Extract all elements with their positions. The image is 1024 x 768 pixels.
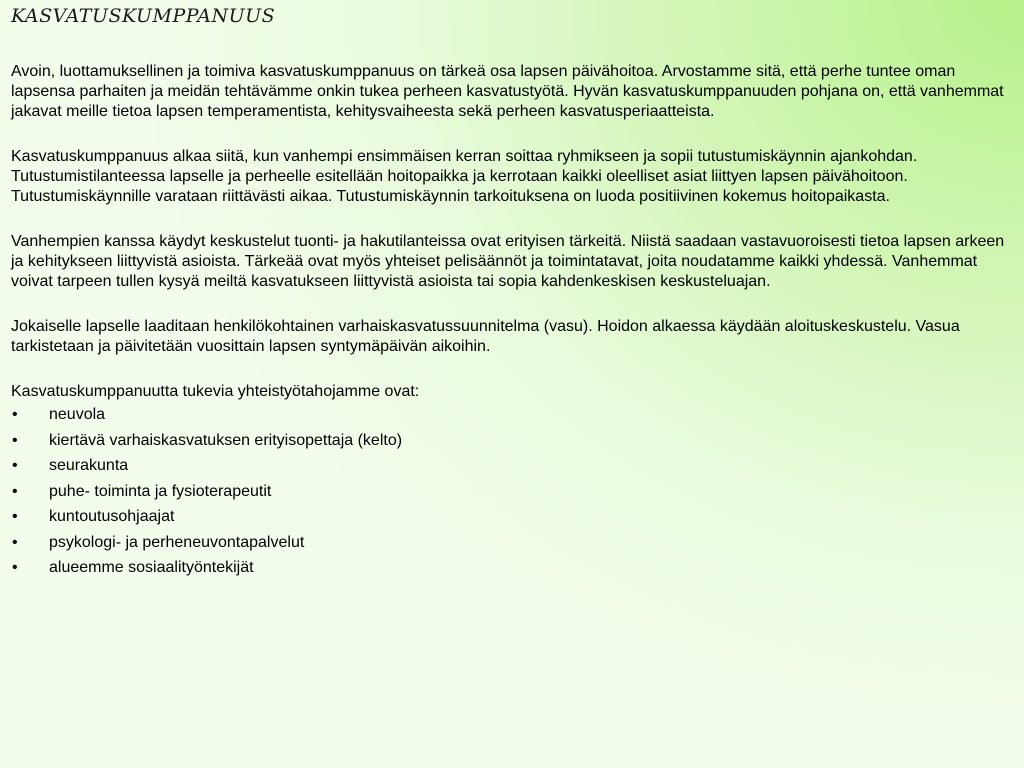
bullet-icon: • xyxy=(12,457,18,474)
paragraph-partnership: Avoin, luottamuksellinen ja toimiva kasvatuskumppanuus on tärkeä osa lapsen päivähoitoa. Arvostamme sitä, että perhe tuntee oman lapsensa parhaiten ja meidän tehtävämme onkin tukea perheen kasvatustyötä. Hyvän kasvatuskumppanuuden pohjana on, että vanhemmat jakavat meille tietoa lapsen temperamentista, kehitysvaiheesta sekä perheen kasvatusperiaatteista. xyxy=(11,63,1004,120)
list-item xyxy=(11,533,1006,559)
list-item-text: neuvola xyxy=(49,406,106,423)
list-item-text: kiertävä varhaiskasvatuksen erityisopettaja (kelto) xyxy=(49,431,403,449)
list-item xyxy=(11,405,1006,431)
list-item xyxy=(11,431,1006,457)
list-intro: Kasvatuskumppanuutta tukevia yhteistyötahojamme ovat: xyxy=(11,383,420,400)
list-item-text: puhe- toiminta ja fysioterapeutit xyxy=(49,482,272,500)
list-item-text: seurakunta xyxy=(49,457,129,474)
partner-list xyxy=(11,405,1006,584)
bullet-icon: • xyxy=(12,431,18,449)
slide-title: KASVATUSKUMPPANUUS xyxy=(11,5,276,27)
list-item xyxy=(11,558,1006,584)
list-item-text: psykologi- ja perheneuvontapalvelut xyxy=(49,533,305,551)
paragraph-start: Kasvatuskumppanuus alkaa siitä, kun vanhempi ensimmäisen kerran soittaa ryhmikseen ja sopii tutustumiskäynnin ajankohdan. Tutustumistilanteessa lapselle ja perheelle esitellään hoitopaikka ja kerrotaan kaikki oleelliset asiat liittyen lapsen päivähoitoon. Tutustumiskäynnille varataan riittävästi aikaa. Tutustumiskäynnin tarkoituksena on luoda positiivinen kokemus hoitopaikasta. xyxy=(11,148,918,205)
bullet-icon: • xyxy=(12,482,18,500)
list-item xyxy=(11,507,1006,533)
bullet-icon: • xyxy=(12,559,18,576)
slide-content xyxy=(11,62,1006,584)
paragraph-discussions: Vanhempien kanssa käydyt keskustelut tuonti- ja hakutilanteissa ovat erityisen tärkeitä. Niistä saadaan vastavuoroisesti tietoa lapsen arkeen ja kehitykseen liittyvistä asioista. Tärkeää ovat myös yhteiset pelisäännöt ja toimintatavat, joita noudatamme kaikki yhdessä. Vanhemmat voivat tarpeen tullen kysyä meiltä kasvatukseen liittyvistä asioista tai sopia kahdenkeskisen keskusteluajan. xyxy=(11,233,1005,290)
bullet-icon: • xyxy=(12,406,18,423)
bullet-icon: • xyxy=(12,508,18,525)
list-item-text: alueemme sosiaalityöntekijät xyxy=(49,559,254,576)
list-item-text: kuntoutusohjaajat xyxy=(49,508,175,525)
list-item xyxy=(11,456,1006,482)
list-item xyxy=(11,482,1006,508)
paragraph-vasu: Jokaiselle lapselle laaditaan henkilökohtainen varhaiskasvatussuunnitelma (vasu). Hoidon alkaessa käydään aloituskeskustelu. Vasua tarkistetaan ja päivitetään vuosittain lapsen syntymäpäivän aikoihin. xyxy=(11,318,960,355)
bullet-icon: • xyxy=(12,533,18,551)
